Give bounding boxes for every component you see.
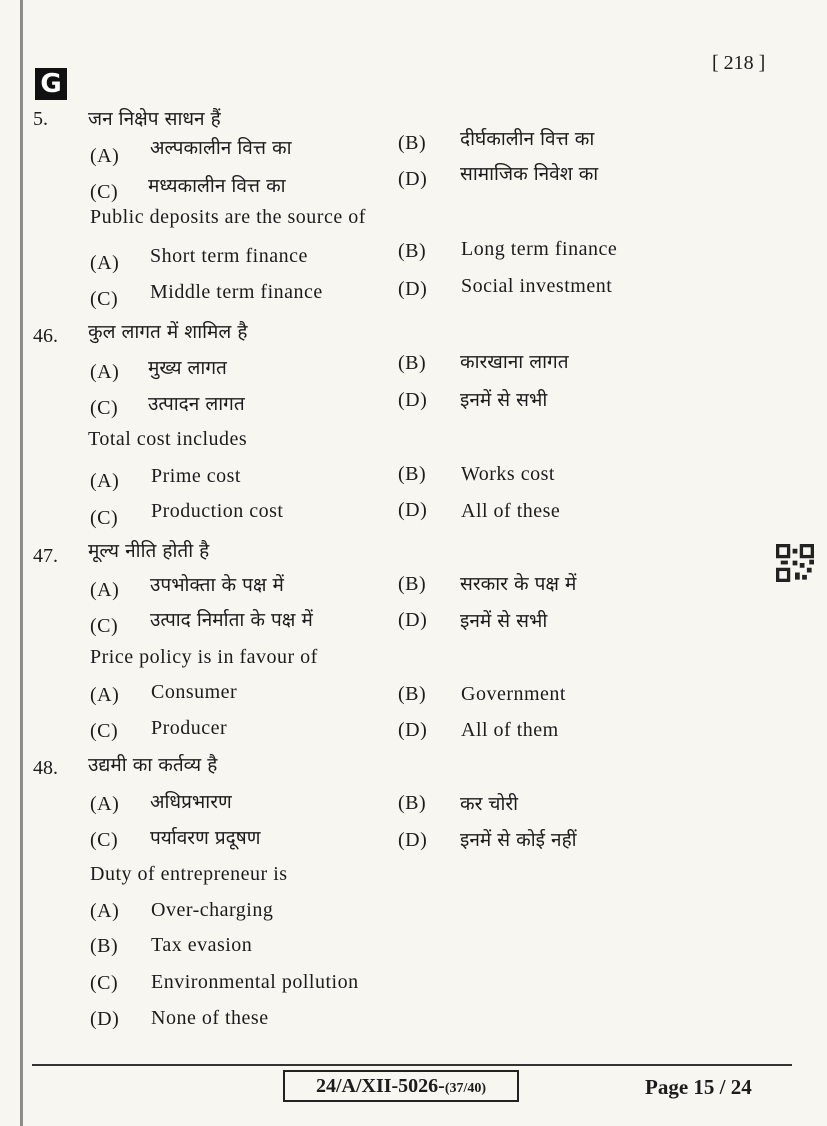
- option-label: (D): [398, 389, 428, 411]
- option-label: (B): [398, 352, 427, 374]
- option-label: (D): [398, 168, 428, 190]
- page-number: Page 15 / 24: [645, 1075, 752, 1099]
- option-label: (A): [90, 793, 120, 815]
- option-label: (D): [398, 609, 428, 631]
- option-text: इनमें से सभी: [460, 389, 548, 411]
- option-text: Tax evasion: [151, 934, 253, 956]
- option-label: (A): [90, 361, 120, 383]
- question-number: 47.: [33, 545, 58, 567]
- option-text: All of these: [461, 500, 561, 522]
- option-text: दीर्घकालीन वित्त का: [460, 128, 595, 150]
- question-hindi: मूल्य नीति होती है: [88, 540, 210, 562]
- option-text: उपभोक्ता के पक्ष में: [150, 574, 284, 596]
- option-text: Over-charging: [151, 899, 274, 921]
- option-text: उत्पाद निर्माता के पक्ष में: [150, 609, 313, 631]
- option-text: मध्यकालीन वित्त का: [148, 175, 286, 197]
- option-text: इनमें से सभी: [460, 610, 548, 632]
- question-english: Price policy is in favour of: [90, 646, 318, 668]
- option-text: Production cost: [151, 500, 284, 522]
- question-english: Total cost includes: [88, 428, 248, 450]
- option-label: (A): [90, 684, 120, 706]
- option-text: Producer: [151, 717, 228, 739]
- option-label: (C): [90, 720, 119, 742]
- question-hindi: जन निक्षेप साधन हैं: [88, 108, 221, 130]
- question-number: 46.: [33, 325, 58, 347]
- option-label: (D): [90, 1008, 120, 1030]
- option-text: पर्यावरण प्रदूषण: [150, 827, 261, 849]
- option-text: उत्पादन लागत: [148, 393, 245, 415]
- option-text: अल्पकालीन वित्त का: [150, 137, 292, 159]
- option-label: (C): [90, 288, 119, 310]
- question-hindi: कुल लागत में शामिल है: [88, 321, 248, 343]
- option-text: Environmental pollution: [151, 971, 359, 993]
- option-label: (C): [90, 829, 119, 851]
- option-label: (B): [90, 935, 119, 957]
- option-text: Consumer: [151, 681, 238, 703]
- option-text: सरकार के पक्ष में: [460, 573, 577, 595]
- option-text: Middle term finance: [150, 281, 323, 303]
- option-label: (B): [398, 463, 427, 485]
- option-text: कर चोरी: [460, 793, 519, 815]
- question-english: Duty of entrepreneur is: [90, 863, 288, 885]
- question-hindi: उद्यमी का कर्तव्य है: [88, 754, 218, 776]
- question-english: Public deposits are the source of: [90, 206, 366, 228]
- option-label: (C): [90, 507, 119, 529]
- option-text: मुख्य लागत: [148, 357, 227, 379]
- option-text: सामाजिक निवेश का: [460, 163, 599, 185]
- question-number: 48.: [33, 757, 58, 779]
- option-label: (B): [398, 792, 427, 814]
- option-label: (C): [90, 181, 119, 203]
- option-label: (C): [90, 615, 119, 637]
- footer-paper-code: 24/A/XII-5026-(37/40): [283, 1070, 519, 1102]
- option-label: (A): [90, 252, 120, 274]
- option-text: None of these: [151, 1007, 269, 1029]
- option-label: (A): [90, 145, 120, 167]
- option-text: कारखाना लागत: [460, 351, 569, 373]
- option-text: All of them: [461, 719, 559, 741]
- option-text: Long term finance: [461, 238, 618, 260]
- option-label: (C): [90, 972, 119, 994]
- option-label: (B): [398, 573, 427, 595]
- option-text: Short term finance: [150, 245, 308, 267]
- option-text: Government: [461, 683, 566, 705]
- option-label: (B): [398, 683, 427, 705]
- option-text: Works cost: [461, 463, 555, 485]
- scan-edge: [20, 0, 23, 1126]
- option-label: (A): [90, 579, 120, 601]
- option-label: (B): [398, 132, 427, 154]
- option-label: (D): [398, 719, 428, 741]
- paper-code: [ 218 ]: [712, 52, 766, 74]
- option-text: Prime cost: [151, 465, 241, 487]
- option-text: अधिप्रभारण: [150, 791, 232, 813]
- option-label: (D): [398, 278, 428, 300]
- option-label: (C): [90, 397, 119, 419]
- footer-rule: [32, 1064, 792, 1066]
- option-text: इनमें से कोई नहीं: [460, 829, 577, 851]
- option-label: (B): [398, 240, 427, 262]
- option-label: (D): [398, 829, 428, 851]
- option-label: (A): [90, 900, 120, 922]
- question-number: 5.: [33, 108, 48, 130]
- qr-code-icon: [775, 544, 815, 582]
- section-tab: G: [35, 68, 67, 100]
- option-label: (A): [90, 470, 120, 492]
- option-text: Social investment: [461, 275, 613, 297]
- option-label: (D): [398, 499, 428, 521]
